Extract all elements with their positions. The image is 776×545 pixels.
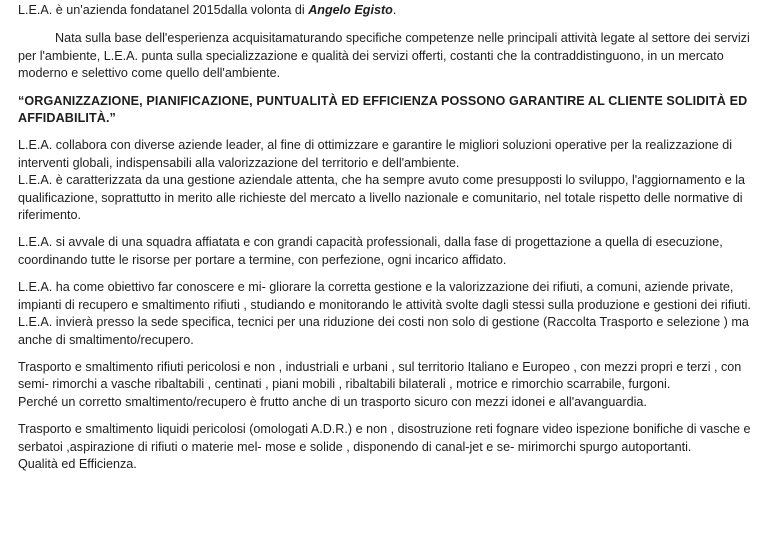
experience-paragraph: Nata sulla base dell'esperienza acquisitamaturando specifiche competenze nelle principali attività legate al settore dei servizi per l'ambiente, L.E.A. punta sulla specializzazione e qualità dei servizi offerti, costanti che la contraddistinguono, in un mercato moderno e selettivo come quello dell'ambiente.	[18, 31, 750, 81]
team-paragraph: L.E.A. si avvale di una squadra affiatata e con grandi capacità professionali, dalla fase di progettazione a quella di esecuzione, coordinando tutte le risorse per portare a termine, con perfezione, ogni incarico affidato.	[18, 235, 723, 267]
collaboration-paragraph-1: L.E.A. collabora con diverse aziende leader, al fine di ottimizzare e garantire le migliori soluzioni operative per la realizzazione di interventi globali, indispensabili alla valorizzazione del territorio e dell'ambiente.	[18, 138, 733, 170]
transport-paragraph-2: Perché un corretto smaltimento/recupero è frutto anche di un trasporto sicuro con mezzi idonei e all'avanguardia.	[18, 394, 647, 409]
founder-name: Angelo Egisto	[308, 3, 393, 17]
objective-paragraph-2: L.E.A. invierà presso la sede specifica, tecnici per una riduzione dei costi non solo di gestione (Raccolta Trasporto e selezione ) ma anche di smaltimento/recupero.	[18, 315, 749, 347]
motto-heading: “ORGANIZZAZIONE, PIANIFICAZIONE, PUNTUALITÀ ED EFFICIENZA POSSONO GARANTIRE AL CLIENTE SOLIDITÀ ED AFFIDABILITÀ.”	[18, 93, 748, 126]
liquids-paragraph-2: Qualità ed Efficienza.	[18, 456, 137, 471]
liquids-section	[18, 421, 760, 473]
intro-text: L.E.A. è un'azienda fondatanel 2015dalla volonta di	[18, 3, 309, 17]
objective-paragraph-1: L.E.A. ha come obiettivo far conoscere e mi- gliorare la corretta gestione e la valorizzazione dei rifiuti, a comuni, aziende private, impianti di recupero e smaltimento rifiuti , studiando e monitorando le attività svolte dagli stessi sulla produzione e gestioni dei rifiuti.	[18, 280, 751, 312]
objective-section	[18, 279, 760, 349]
intro-end: .	[392, 3, 397, 17]
collaboration-section	[18, 137, 760, 224]
collaboration-paragraph-2: L.E.A. è caratterizzata da una gestione aziendale attenta, che ha sempre avuto come presupposti lo sviluppo, l'aggiornamento e la qualificazione, soprattutto in merito alle richieste del mercato a livello nazionale e comunitario, nel totale rispetto delle normative di riferimento.	[18, 173, 745, 223]
intro-paragraph	[18, 2, 760, 19]
transport-paragraph-1: Trasporto e smaltimento rifiuti pericolosi e non , industriali e urbani , sul territorio Italiano e Europeo , con mezzi propri e terzi , con semi- rimorchi a vasche ribaltabili , centinati , piani mobili , ribaltabili bilaterali , motrice e rimorchio scarrabile, furgoni.	[18, 359, 742, 392]
liquids-paragraph-1: Trasporto e smaltimento liquidi pericolosi (omologati A.D.R.) e non , disostruzione reti fognare video ispezione bonifiche di vasche e serbatoi ,aspirazione di rifiuti o materie mel- mose e solide , disponendo di canal-jet e se- mirimorchi spurgo autoportanti.	[18, 422, 751, 454]
transport-section	[18, 359, 760, 411]
